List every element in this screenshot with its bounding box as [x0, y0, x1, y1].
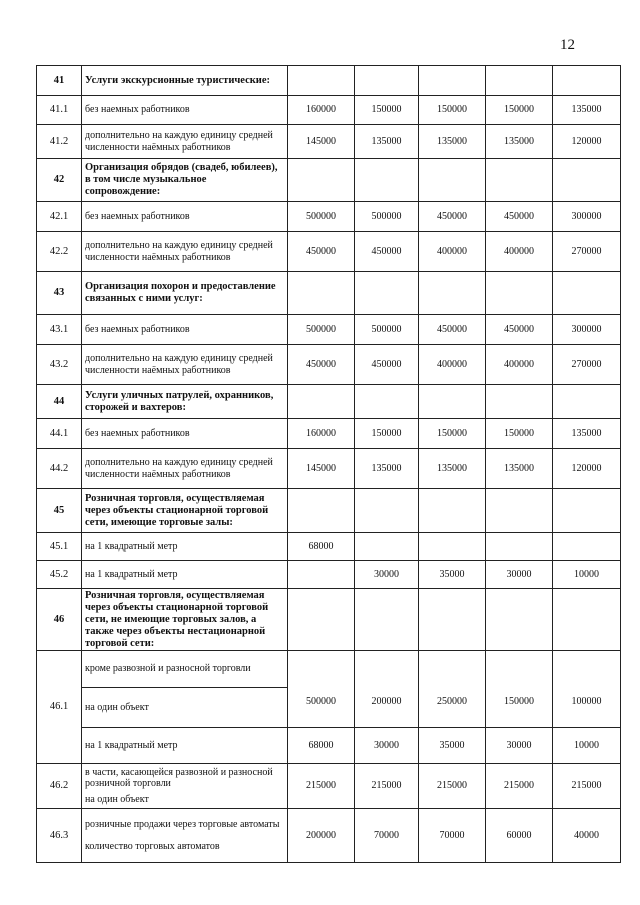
value-cell [486, 589, 553, 651]
value-cell: 35000 [419, 561, 486, 589]
value-cell: 500000 [355, 202, 419, 232]
table-body [37, 66, 621, 651]
value-cell [486, 159, 553, 202]
value-cell: 400000 [486, 345, 553, 385]
row-number: 43 [37, 272, 82, 315]
row-number: 41.2 [37, 125, 82, 159]
value-cell [553, 651, 621, 728]
value-cell: 145000 [288, 125, 355, 159]
value-cell: 500000 [355, 315, 419, 345]
value-text: 200000 [371, 696, 402, 708]
value-cell: 68000 [288, 728, 355, 764]
value-cell: 60000 [486, 809, 553, 863]
value-cell: 135000 [419, 125, 486, 159]
row-description: на 1 квадратный метр [82, 533, 288, 561]
row-number: 45.1 [37, 533, 82, 561]
row-description: без наемных работников [82, 202, 288, 232]
value-cell: 270000 [553, 345, 621, 385]
value-cell: 150000 [486, 419, 553, 449]
value-cell: 30000 [355, 728, 419, 764]
row-description-line: на один объект [85, 793, 149, 805]
value-cell: 400000 [419, 345, 486, 385]
row-number: 42 [37, 159, 82, 202]
row-description: кроме развозной и разносной торговли [82, 651, 288, 688]
value-cell [288, 561, 355, 589]
value-cell [355, 489, 419, 533]
value-cell [355, 533, 419, 561]
row-description: на один объект [82, 688, 288, 728]
value-cell: 150000 [355, 419, 419, 449]
tax-rate-table [36, 65, 621, 863]
table-row [37, 202, 621, 232]
value-cell [553, 489, 621, 533]
value-cell: 160000 [288, 419, 355, 449]
row-description: дополнительно на каждую единицу средней численности наёмных работников [82, 232, 288, 272]
value-cell: 10000 [553, 728, 621, 764]
value-cell: 40000 [553, 809, 621, 863]
row-number: 44 [37, 385, 82, 419]
row-description [82, 764, 288, 809]
value-cell: 450000 [288, 232, 355, 272]
value-cell: 215000 [553, 764, 621, 809]
value-cell: 150000 [419, 419, 486, 449]
value-cell: 120000 [553, 449, 621, 489]
value-cell [486, 66, 553, 96]
value-cell: 145000 [288, 449, 355, 489]
value-cell [288, 651, 355, 728]
value-cell [553, 385, 621, 419]
value-cell: 450000 [486, 315, 553, 345]
value-cell: 35000 [419, 728, 486, 764]
row-number: 41 [37, 66, 82, 96]
table-section-row [37, 66, 621, 96]
table-row-46-1-c [37, 728, 621, 764]
value-cell: 215000 [288, 764, 355, 809]
table-row [37, 561, 621, 589]
value-cell [419, 272, 486, 315]
value-cell: 135000 [486, 125, 553, 159]
value-cell: 450000 [355, 345, 419, 385]
table-row [37, 449, 621, 489]
value-cell: 30000 [486, 728, 553, 764]
value-cell [419, 589, 486, 651]
table-row [37, 232, 621, 272]
value-cell: 10000 [553, 561, 621, 589]
value-cell [355, 589, 419, 651]
value-cell [419, 489, 486, 533]
value-cell: 270000 [553, 232, 621, 272]
value-cell: 300000 [553, 315, 621, 345]
value-text: 500000 [306, 696, 336, 708]
value-cell: 450000 [486, 202, 553, 232]
row-description: без наемных работников [82, 96, 288, 125]
value-cell [288, 589, 355, 651]
value-cell: 450000 [288, 345, 355, 385]
row-description: Услуги экскурсионные туристические: [82, 66, 288, 96]
row-number: 42.1 [37, 202, 82, 232]
row-description: без наемных работников [82, 315, 288, 345]
value-cell: 135000 [486, 449, 553, 489]
value-cell [355, 272, 419, 315]
row-description-line: в части, касающейся развозной и разносной розничной торговли [85, 766, 273, 790]
row-description: на 1 квадратный метр [82, 561, 288, 589]
value-cell [486, 651, 553, 728]
value-cell [288, 272, 355, 315]
value-cell [419, 533, 486, 561]
value-cell: 150000 [419, 96, 486, 125]
row-description: на 1 квадратный метр [82, 728, 288, 764]
value-cell: 500000 [288, 202, 355, 232]
row-number: 46.3 [37, 809, 82, 863]
value-cell: 70000 [419, 809, 486, 863]
value-cell: 30000 [355, 561, 419, 589]
table-row [37, 96, 621, 125]
value-cell: 400000 [419, 232, 486, 272]
value-cell [553, 589, 621, 651]
value-cell [355, 159, 419, 202]
value-cell [553, 533, 621, 561]
value-cell [553, 66, 621, 96]
value-text: 100000 [571, 696, 602, 708]
row-description: без наемных работников [82, 419, 288, 449]
row-description: Услуги уличных патрулей, охранников, сторожей и вахтеров: [82, 385, 288, 419]
value-cell: 135000 [553, 419, 621, 449]
row-number: 45 [37, 489, 82, 533]
value-cell: 135000 [553, 96, 621, 125]
value-cell: 150000 [355, 96, 419, 125]
table-section-row [37, 159, 621, 202]
row-number: 44.1 [37, 419, 82, 449]
value-cell: 160000 [288, 96, 355, 125]
value-cell: 200000 [288, 809, 355, 863]
table-section-row [37, 385, 621, 419]
row-number: 43.1 [37, 315, 82, 345]
value-text: 250000 [437, 696, 467, 708]
value-cell: 215000 [419, 764, 486, 809]
value-text: 150000 [504, 696, 534, 708]
row-description: Розничная торговля, осуществляемая через объекты стационарной торговой сети, имеющие торговые залы: [82, 489, 288, 533]
table-row [37, 533, 621, 561]
value-cell [553, 159, 621, 202]
table-section-row [37, 589, 621, 651]
value-cell [419, 651, 486, 728]
table-row-46-3 [37, 809, 621, 863]
value-cell: 135000 [355, 449, 419, 489]
row-description: Организация обрядов (свадеб, юбилеев), в том числе музыкальное сопровождение: [82, 159, 288, 202]
row-description: Организация похорон и предоставление связанных с ними услуг: [82, 272, 288, 315]
value-cell: 450000 [419, 315, 486, 345]
value-cell [486, 272, 553, 315]
table-row-46-2 [37, 764, 621, 809]
value-cell [288, 66, 355, 96]
value-cell: 68000 [288, 533, 355, 561]
table-row [37, 315, 621, 345]
value-cell: 500000 [288, 315, 355, 345]
table-row [37, 345, 621, 385]
value-cell [486, 385, 553, 419]
value-cell [486, 489, 553, 533]
value-cell: 400000 [486, 232, 553, 272]
row-number: 41.1 [37, 96, 82, 125]
value-cell [355, 66, 419, 96]
row-description-line: количество торговых автоматов [85, 840, 220, 852]
row-description-line: розничные продажи через торговые автоматы [85, 819, 280, 830]
row-description: дополнительно на каждую единицу средней численности наёмных работников [82, 125, 288, 159]
value-cell [419, 159, 486, 202]
value-cell: 215000 [355, 764, 419, 809]
row-number: 46 [37, 589, 82, 651]
value-cell: 30000 [486, 561, 553, 589]
value-cell: 215000 [486, 764, 553, 809]
row-description: дополнительно на каждую единицу средней численности наёмных работников [82, 345, 288, 385]
value-cell [355, 651, 419, 728]
value-cell [288, 489, 355, 533]
table-section-row [37, 272, 621, 315]
value-cell: 135000 [355, 125, 419, 159]
row-number: 44.2 [37, 449, 82, 489]
row-number: 42.2 [37, 232, 82, 272]
table-body-46 [37, 651, 621, 863]
row-number: 43.2 [37, 345, 82, 385]
page-number: 12 [560, 37, 575, 53]
row-number: 45.2 [37, 561, 82, 589]
row-description [82, 809, 288, 863]
row-number: 46.1 [37, 651, 82, 764]
table-section-row [37, 489, 621, 533]
row-description: дополнительно на каждую единицу средней численности наёмных работников [82, 449, 288, 489]
value-cell: 70000 [355, 809, 419, 863]
value-cell [553, 272, 621, 315]
table-row [37, 125, 621, 159]
row-number: 46.2 [37, 764, 82, 809]
value-cell: 450000 [355, 232, 419, 272]
value-cell [288, 385, 355, 419]
value-cell [419, 66, 486, 96]
value-cell [486, 533, 553, 561]
value-cell: 450000 [419, 202, 486, 232]
table-row [37, 419, 621, 449]
value-cell: 150000 [486, 96, 553, 125]
value-cell: 120000 [553, 125, 621, 159]
value-cell [355, 385, 419, 419]
row-description: Розничная торговля, осуществляемая через объекты стационарной торговой сети, не имеющие торговых залов, а также через объекты нестационарной торговой сети: [82, 589, 288, 651]
value-cell [419, 385, 486, 419]
value-cell [288, 159, 355, 202]
value-cell: 135000 [419, 449, 486, 489]
table-row-46-1-a [37, 651, 621, 688]
value-cell: 300000 [553, 202, 621, 232]
